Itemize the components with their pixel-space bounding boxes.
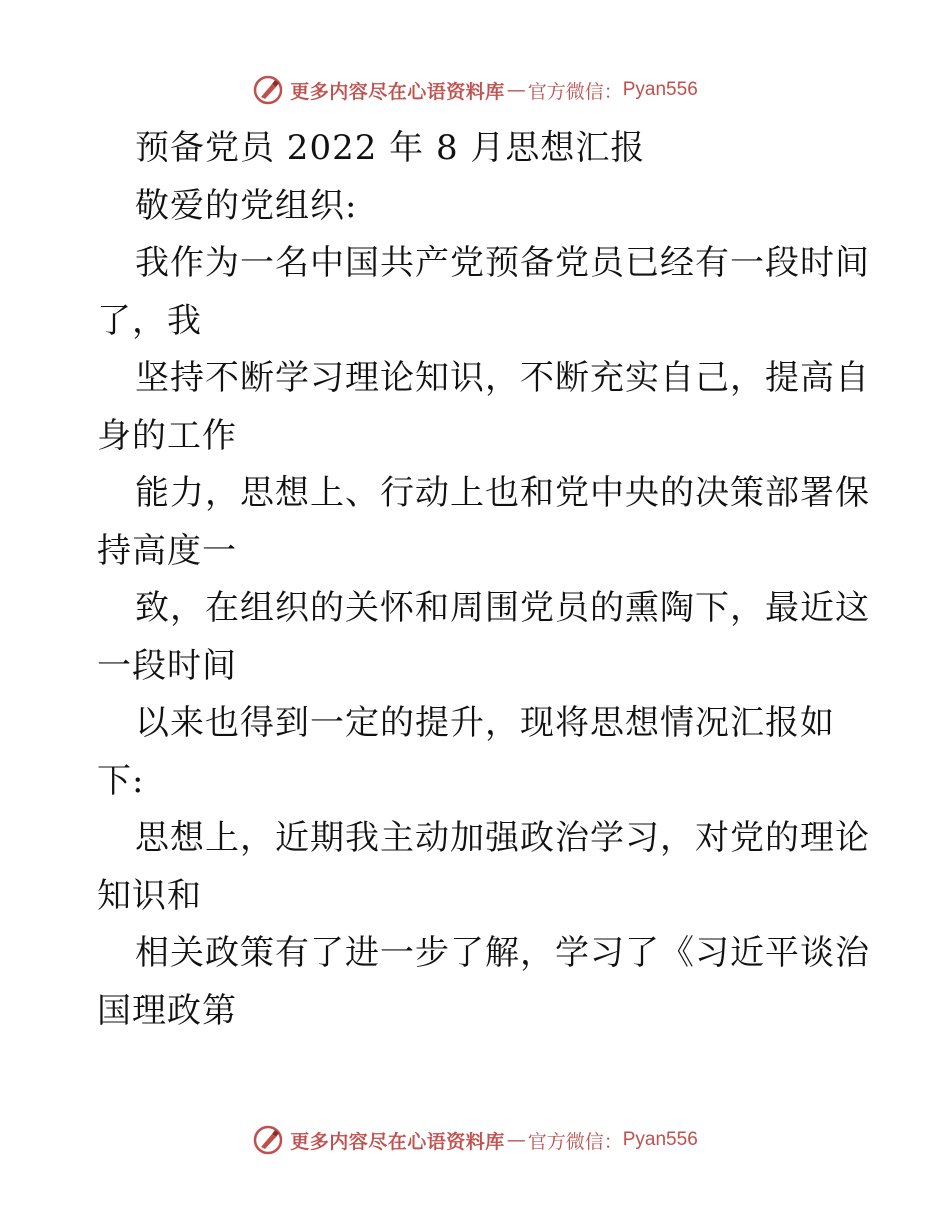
doc-salutation: 敬爱的党组织: [135,185,358,226]
doc-line: 一段时间 [97,645,237,686]
doc-line: 致，在组织的关怀和周围党员的熏陶下，最近这 [135,588,870,628]
doc-line: 持高度一 [97,530,237,571]
banner-wechat-id: Pyan556 [622,1129,698,1150]
doc-line: 思想上，近期我主动加强政治学习，对党的理论 [135,818,870,858]
doc-line: 以来也得到一定的提升，现将思想情况汇报如 [135,703,835,743]
banner-main-text: 更多内容尽在心语资料库 [290,80,505,103]
banner-wechat-label: 官方微信： [527,80,623,103]
doc-line: 相关政策有了进一步了解，学习了《习近平谈治 [135,933,870,973]
document-body [97,120,870,1040]
doc-line: 知识和 [97,875,202,916]
doc-line: 坚持不断学习理论知识，不断充实自己，提高自 [135,358,870,398]
pen-nib-circle-icon [252,1124,284,1156]
doc-line: 了，我 [97,300,202,341]
banner-wechat-label: 官方微信： [527,1130,623,1153]
doc-title: 预备党员 2022 年 8 月思想汇报 [135,128,646,168]
banner-main-text: 更多内容尽在心语资料库 [290,1130,505,1153]
doc-line: 下: [97,760,145,801]
banner-dash: — [506,1129,526,1151]
doc-line: 我作为一名中国共产党预备党员已经有一段时间 [135,243,870,283]
banner-dash: — [506,79,526,101]
doc-line: 能力，思想上、行动上也和党中央的决策部署保 [135,473,870,513]
doc-line: 身的工作 [97,415,237,456]
pen-nib-circle-icon [252,74,284,106]
banner-wechat-id: Pyan556 [622,79,698,100]
footer-banner [0,1120,950,1160]
doc-line: 国理政第 [97,990,237,1031]
header-banner [0,70,950,110]
